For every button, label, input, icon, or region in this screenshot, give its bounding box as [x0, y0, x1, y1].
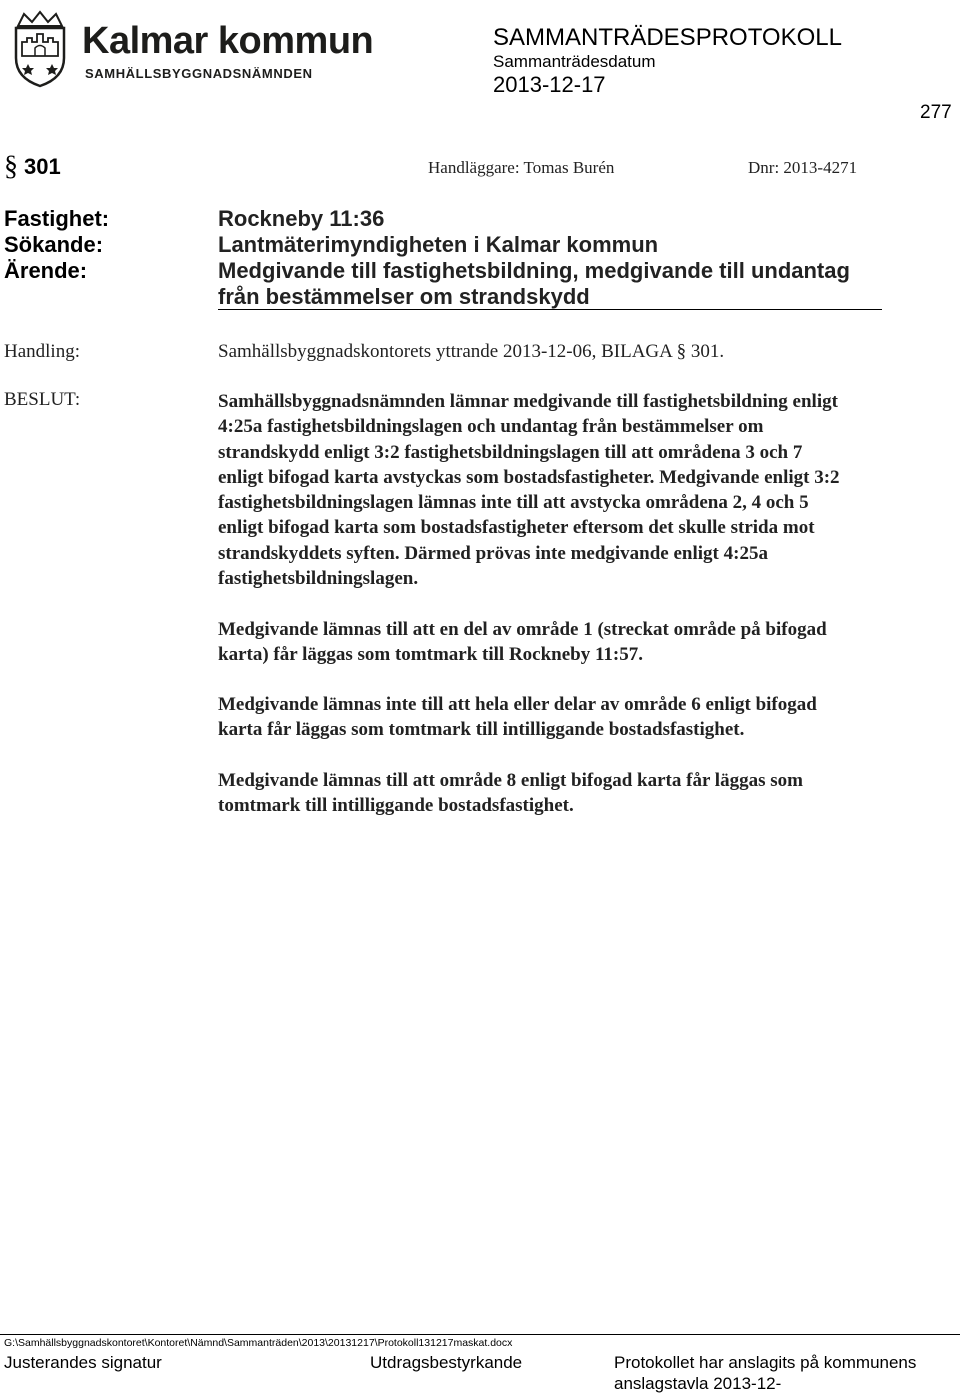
- document-ref-label: Handling:: [4, 341, 80, 362]
- text-line: strandskyddets syften. Därmed prövas inte medgivande enligt 4:25a: [218, 542, 768, 564]
- matter-value-line1: Medgivande till fastighetsbildning, medgivande till undantag: [218, 258, 850, 283]
- applicant-value: Lantmäterimyndigheten i Kalmar kommun: [218, 232, 659, 257]
- matter-label: Ärende:: [4, 258, 88, 283]
- posting-notice-line1: Protokollet har anslagits på kommunens: [614, 1353, 917, 1372]
- kalmar-coat-of-arms-icon: [10, 10, 70, 88]
- text-line: Samhällsbyggnadsnämnden lämnar medgivande till fastighetsbildning enligt: [218, 391, 838, 412]
- text-line: 4:25a fastighetsbildningslagen och undantag från bestämmelser om: [218, 416, 764, 438]
- footer-divider: [0, 1334, 960, 1335]
- property-value: Rockneby 11:36: [218, 206, 385, 231]
- meeting-date-label: Sammanträdesdatum: [493, 52, 656, 71]
- extract-certification-label: Utdragsbestyrkande: [370, 1353, 523, 1372]
- case-number: 301: [24, 154, 61, 179]
- text-line: Medgivande lämnas inte till att hela eller delar av område 6 enligt bifogad: [218, 694, 817, 715]
- text-line: enligt bifogad karta som bostadsfastigheter eftersom det skulle strida mot: [218, 517, 815, 539]
- text-line: strandskydd enligt 3:2 fastighetsbildningslagen till att områdena 3 och 7: [218, 441, 803, 463]
- meeting-date-value: 2013-12-17: [493, 72, 606, 97]
- header-divider: [218, 309, 882, 310]
- decision-paragraph-2: [218, 617, 958, 668]
- text-line: karta) får läggas som tomtmark till Rockneby 11:57.: [218, 644, 644, 666]
- decision-label: BESLUT:: [4, 389, 81, 410]
- decision-paragraph-1: [218, 389, 958, 591]
- matter-value-line2: från bestämmelser om strandskydd: [218, 284, 590, 309]
- posting-notice-line2: anslagstavla 2013-12-: [614, 1374, 782, 1393]
- text-line: Medgivande lämnas till att en del av område 1 (streckat område på bifogad: [218, 619, 827, 640]
- org-subtitle: SAMHÄLLSBYGGNADSNÄMNDEN: [85, 66, 313, 81]
- section-mark: §: [4, 151, 18, 182]
- case-officer: Handläggare: Tomas Burén: [428, 158, 615, 177]
- document-ref-value: Samhällsbyggnadskontorets yttrande 2013-12-06, BILAGA § 301.: [218, 341, 725, 362]
- file-path: G:\Samhällsbyggnadskontoret\Kontoret\Nämnd\Sammanträden\2013\20131217\Protokoll131217maskat.docx: [4, 1337, 513, 1349]
- text-line: Medgivande lämnas till att område 8 enligt bifogad karta får läggas som: [218, 770, 803, 791]
- text-line: enligt bifogad karta avstyckas som bostadsfastigheter. Medgivande enligt 3:2: [218, 466, 840, 488]
- decision-paragraph-4: [218, 768, 958, 819]
- text-line: fastighetsbildningslagen.: [218, 568, 419, 590]
- signature-label: Justerandes signatur: [4, 1353, 162, 1372]
- page-number: 277: [920, 102, 952, 123]
- org-name: Kalmar kommun: [82, 20, 374, 62]
- decision-paragraph-3: [218, 692, 958, 743]
- case-dnr: Dnr: 2013-4271: [748, 158, 858, 177]
- document-type: SAMMANTRÄDESPROTOKOLL: [493, 24, 842, 51]
- applicant-label: Sökande:: [4, 232, 104, 257]
- text-line: tomtmark till intilliggande bostadsfastighet.: [218, 795, 574, 817]
- property-label: Fastighet:: [4, 206, 110, 231]
- text-line: karta får läggas som tomtmark till intilliggande bostadsfastighet.: [218, 719, 745, 741]
- text-line: fastighetsbildningslagen lämnas inte till att avstycka områdena 2, 4 och 5: [218, 492, 809, 514]
